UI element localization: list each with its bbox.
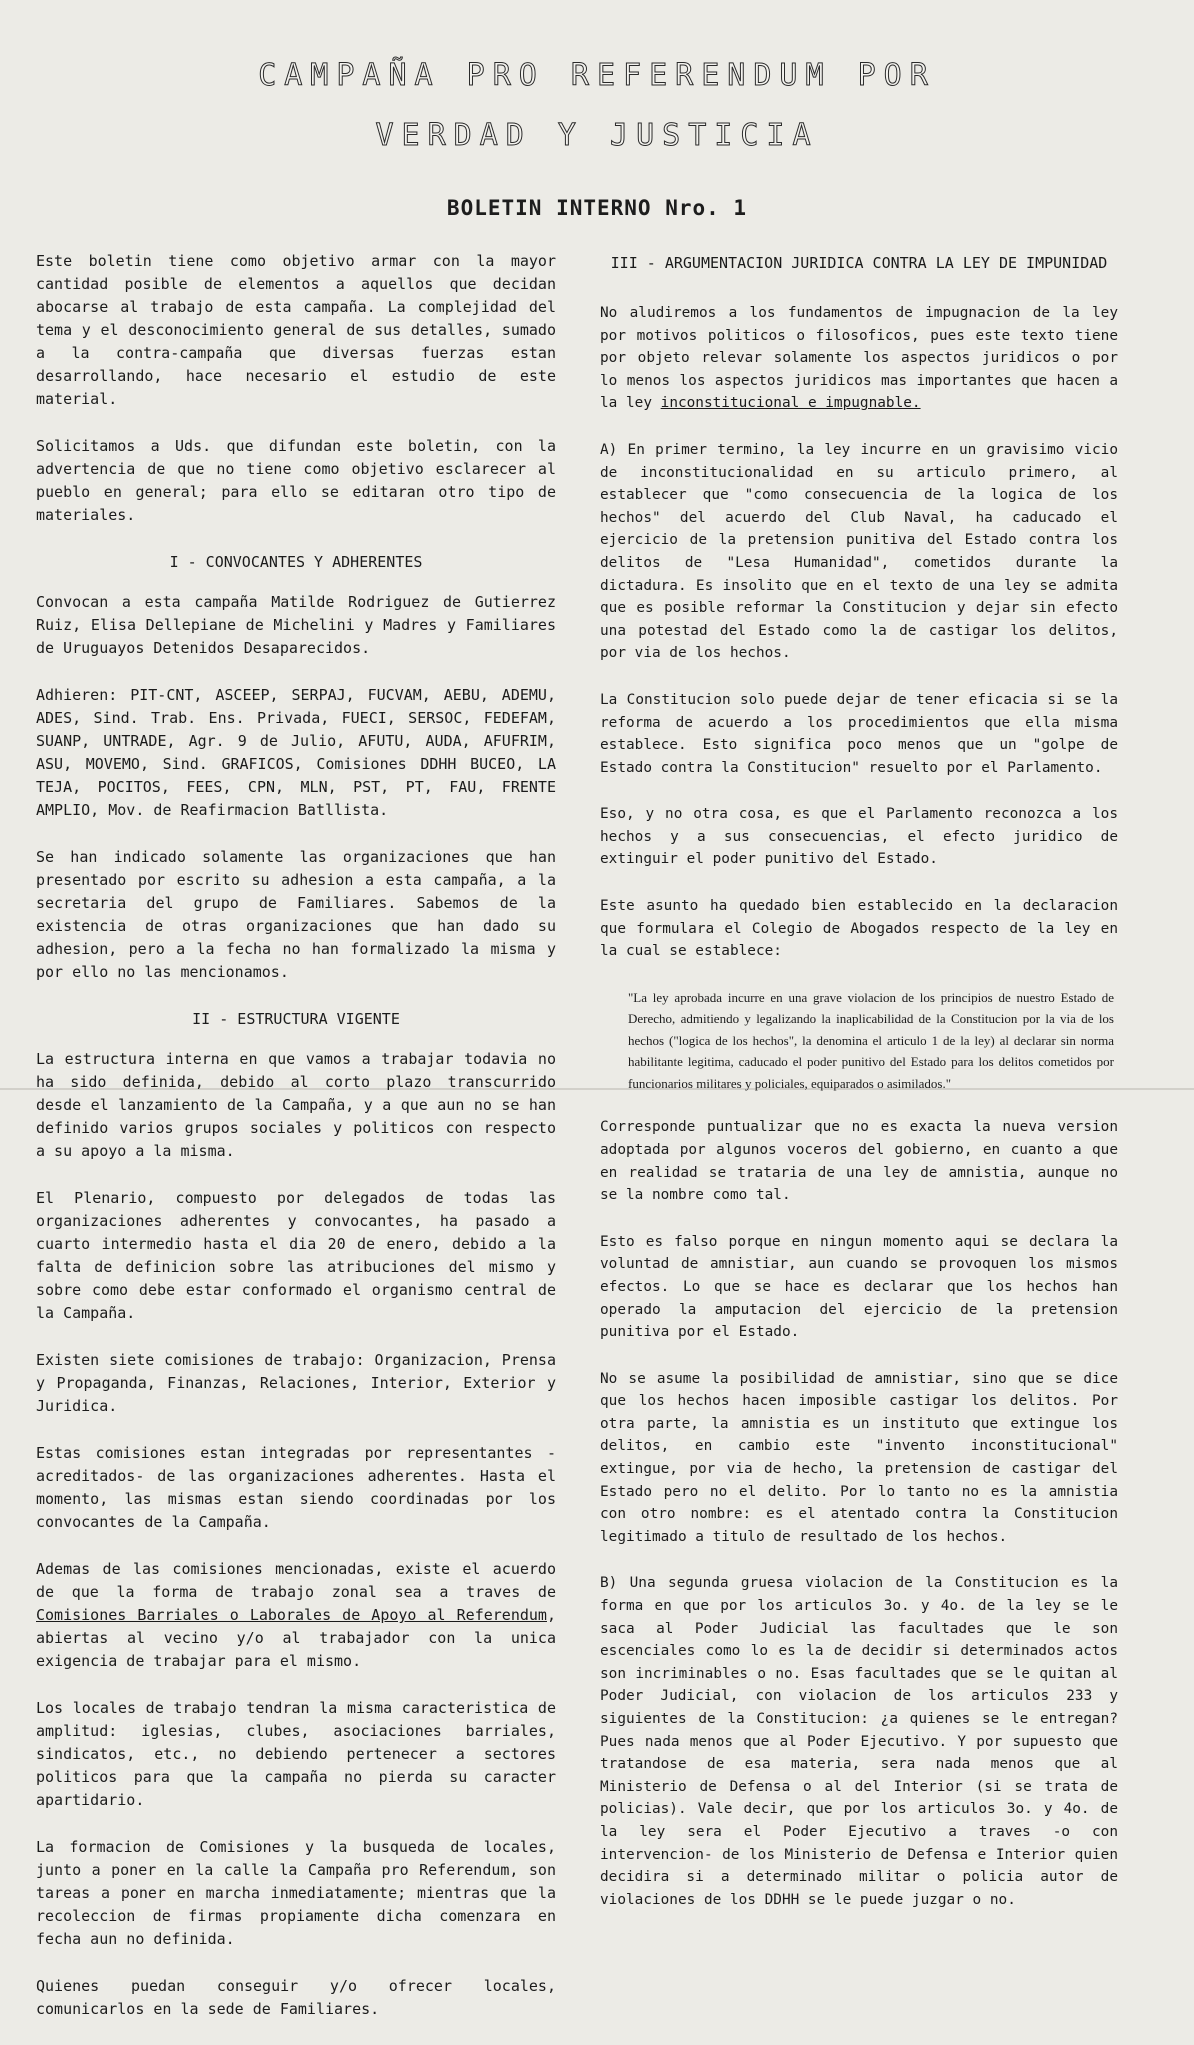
section-heading-3: III - ARGUMENTACION JURIDICA CONTRA LA LEY DE IMPUNIDAD [610,254,1108,272]
title-line-1: CAMPAÑA PRO REFERENDUM POR [258,58,936,93]
text-run: Ademas de las comisiones mencionadas, existe el acuerdo de que la forma de trabajo zonal sea a traves de [36,1560,556,1601]
quoted-declaration: "La ley aprobada incurre en una grave violacion de los principios de nuestro Estado de Derecho, admitiendo y legalizando la inaplicabilidad de la Constitucion por la via de los hechos ("logica de los hechos", la denomina el articulo 1 de la ley) al declarar sin norma habilitante legitima, caducado el poder punitivo del Estado para los delitos cometidos por funcionarios militares y policiales, equiparados o asimilados." [628,989,1114,1091]
paragraph: El Plenario, compuesto por delegados de todas las organizaciones adherentes y convocantes, ha pasado a cuarto intermedio hasta el dia 20 de enero, debido a la falta de definicion sobre las atribuciones del mismo y sobre como debe estar conformado el organismo central de la Campaña. [36,1189,556,1322]
section-heading-1: I - CONVOCANTES Y ADHERENTES [169,553,423,571]
bulletin-subtitle: BOLETIN INTERNO Nro. 1 [446,196,748,220]
paragraph: La Constitucion solo puede dejar de tener eficacia si se la reforma de acuerdo a los procedimientos que ella misma establece. Esto significa poco menos que un "golpe de Estado contra la Constitucion" resuelto por el Parlamento. [600,691,1118,776]
paragraph: Solicitamos a Uds. que difundan este boletin, con la advertencia de que no tiene como objetivo esclarecer al pueblo en general; para ello se editaran otro tipo de materiales. [36,437,556,524]
paragraph: Existen siete comisiones de trabajo: Organizacion, Prensa y Propaganda, Finanzas, Relaciones, Interior, Exterior y Juridica. [36,1351,556,1415]
paragraph: B) Una segunda gruesa violacion de la Constitucion es la forma en que por los articulos 3o. y 4o. de la ley se le saca al Poder Judicial las facultades que le son escenciales como lo es la de decidir si determinados actos son incriminables o no. Esas facultades que se le quitan al Poder Judicial, con violacion de los articulos 233 y siguientes de la Constitucion: ¿a quienes se le entregan? Pues nada menos que al Poder Ejecutivo. Y por supuesto que tratandose de esa materia, sera nada menos que al Ministerio de Defensa o al del Interior (si se trata de policias). Vale decir, que por los articulos 3o. y 4o. de la ley sera el Poder Ejecutivo a traves -o con intervencion- de los Ministerio de Defensa e Interior quien decidira si a determinado militar o policia autor de violaciones de los DDHH se le puede juzgar o no. [600,1575,1118,1908]
paragraph: Este boletin tiene como objetivo armar con la mayor cantidad posible de elementos a aquellos que decidan abocarse al trabajo de esta campaña. La complejidad del tema y el desconocimiento general de sus detalles, sumado a la contra-campaña que diversas fuerzas estan desarrollando, hace necesario el estudio de este material. [36,252,556,408]
right-column [600,250,1118,1935]
paragraph: Convocan a esta campaña Matilde Rodriguez de Gutierrez Ruiz, Elisa Dellepiane de Michelini y Madres y Familiares de Uruguayos Detenidos Desaparecidos. [36,593,556,657]
section-heading-2: II - ESTRUCTURA VIGENTE [192,1010,400,1028]
underlined-phrase: inconstitucional e impugnable. [660,395,921,412]
paragraph: La estructura interna en que vamos a trabajar todavia no ha sido definida, debido al corto plazo transcurrido desde el lanzamiento de la Campaña, y a que aun no se han definido varios grupos sociales y politicos con respecto a su apoyo a la misma. [36,1050,556,1160]
paragraph: Este asunto ha quedado bien establecido en la declaracion que formulara el Colegio de Abogados respecto de la ley en la cual se establece: [600,898,1118,960]
text-run: , abiertas al vecino y/o al trabajador con la unica exigencia de trabajar para el mismo. [36,1606,556,1670]
paragraph: Se han indicado solamente las organizaciones que han presentado por escrito su adhesion a esta campaña, a la secretaria del grupo de Familiares. Sabemos de la existencia de otras organizaciones que han dado su adhesion, pero a la fecha no han formalizado la misma y por ello no las mencionamos. [36,848,556,981]
title-line-2: VERDAD Y JUSTICIA [375,118,819,153]
left-column [36,250,556,2045]
paragraph: Estas comisiones estan integradas por representantes -acreditados- de las organizaciones adherentes. Hasta el momento, las mismas estan siendo coordinadas por los convocantes de la Campaña. [36,1444,556,1531]
paragraph: Adhieren: PIT-CNT, ASCEEP, SERPAJ, FUCVAM, AEBU, ADEMU, ADES, Sind. Trab. Ens. Privada, FUECI, SERSOC, FEDEFAM, SUANP, UNTRADE, Agr. 9 de Julio, AFUTU, AUDA, AFUFRIM, ASU, MOVEMO, Sind. GRAFICOS, Comisiones DDHH BUCEO, LA TEJA, POCITOS, FEES, CPN, MLN, PST, PT, FAU, FRENTE AMPLIO, Mov. de Reafirmacion Batllista. [36,686,556,819]
paragraph: Esto es falso porque en ningun momento aqui se declara la voluntad de amnistiar, aun cuando se provoquen los mismos efectos. Lo que se hace es declarar que los hechos han operado la amputacion del ejercicio de la pretension punitiva por el Estado. [600,1233,1118,1341]
paragraph: Los locales de trabajo tendran la misma caracteristica de amplitud: iglesias, clubes, asociaciones barriales, sindicatos, etc., no debiendo pertenecer a sectores politicos para que la campaña no pierda su caracter apartidario. [36,1699,556,1809]
paragraph: La formacion de Comisiones y la busqueda de locales, junto a poner en la calle la Campaña pro Referendum, son tareas a poner en marcha inmediatamente; mientras que la recoleccion de firmas propiamente dicha comenzara en fecha aun no definida. [36,1838,556,1948]
text-run: No aludiremos a los fundamentos de impugnacion de la ley por motivos politicos o filosoficos, pues este texto tiene por objeto relevar solamente los aspectos juridicos o por lo menos los aspectos juridicos mas importantes que hacen a la ley [600,305,1118,412]
paragraph: Eso, y no otra cosa, es que el Parlamento reconozca a los hechos y a sus consecuencias, el efecto juridico de extinguir el poder punitivo del Estado. [600,806,1118,868]
paragraph: A) En primer termino, la ley incurre en un gravisimo vicio de inconstitucionalidad en su articulo primero, al establecer que "como consecuencia de la logica de los hechos" del acuerdo del Club Naval, ha caducado el ejercicio de la pretension punitiva del Estado contra los delitos de "Lesa Humanidad", cometidos durante la dictadura. Es insolito que en el texto de una ley se admita que es posible reformar la Constitucion y dejar sin efecto una potestad del Estado como la de castigar los delitos, por via de los hechos. [600,441,1118,662]
paragraph: Corresponde puntualizar que no es exacta la nueva version adoptada por algunos voceros del gobierno, en cuanto a que en realidad se trataria de una ley de amnistia, aunque no se la nombre como tal. [600,1119,1118,1204]
paragraph [36,1558,556,1673]
paragraph: No se asume la posibilidad de amnistiar, sino que se dice que los hechos hacen imposible castigar los delitos. Por otra parte, la amnistia es un instituto que extingue los delitos, en cambio este "invento inconstitucional" extingue, por via de hecho, la pretension de castigar del Estado pero no el delito. Por lo tanto no es la amnistia con otro nombre: es el atentado contra la Constitucion legitimado a titulo de resultado de los hechos. [600,1370,1118,1545]
paragraph: Quienes puedan conseguir y/o ofrecer locales, comunicarlos en la sede de Familiares. [36,1977,556,2018]
document-header [0,50,1194,220]
paragraph [600,302,1118,415]
underlined-phrase: Comisiones Barriales o Laborales de Apoyo al Referendum [36,1606,547,1624]
